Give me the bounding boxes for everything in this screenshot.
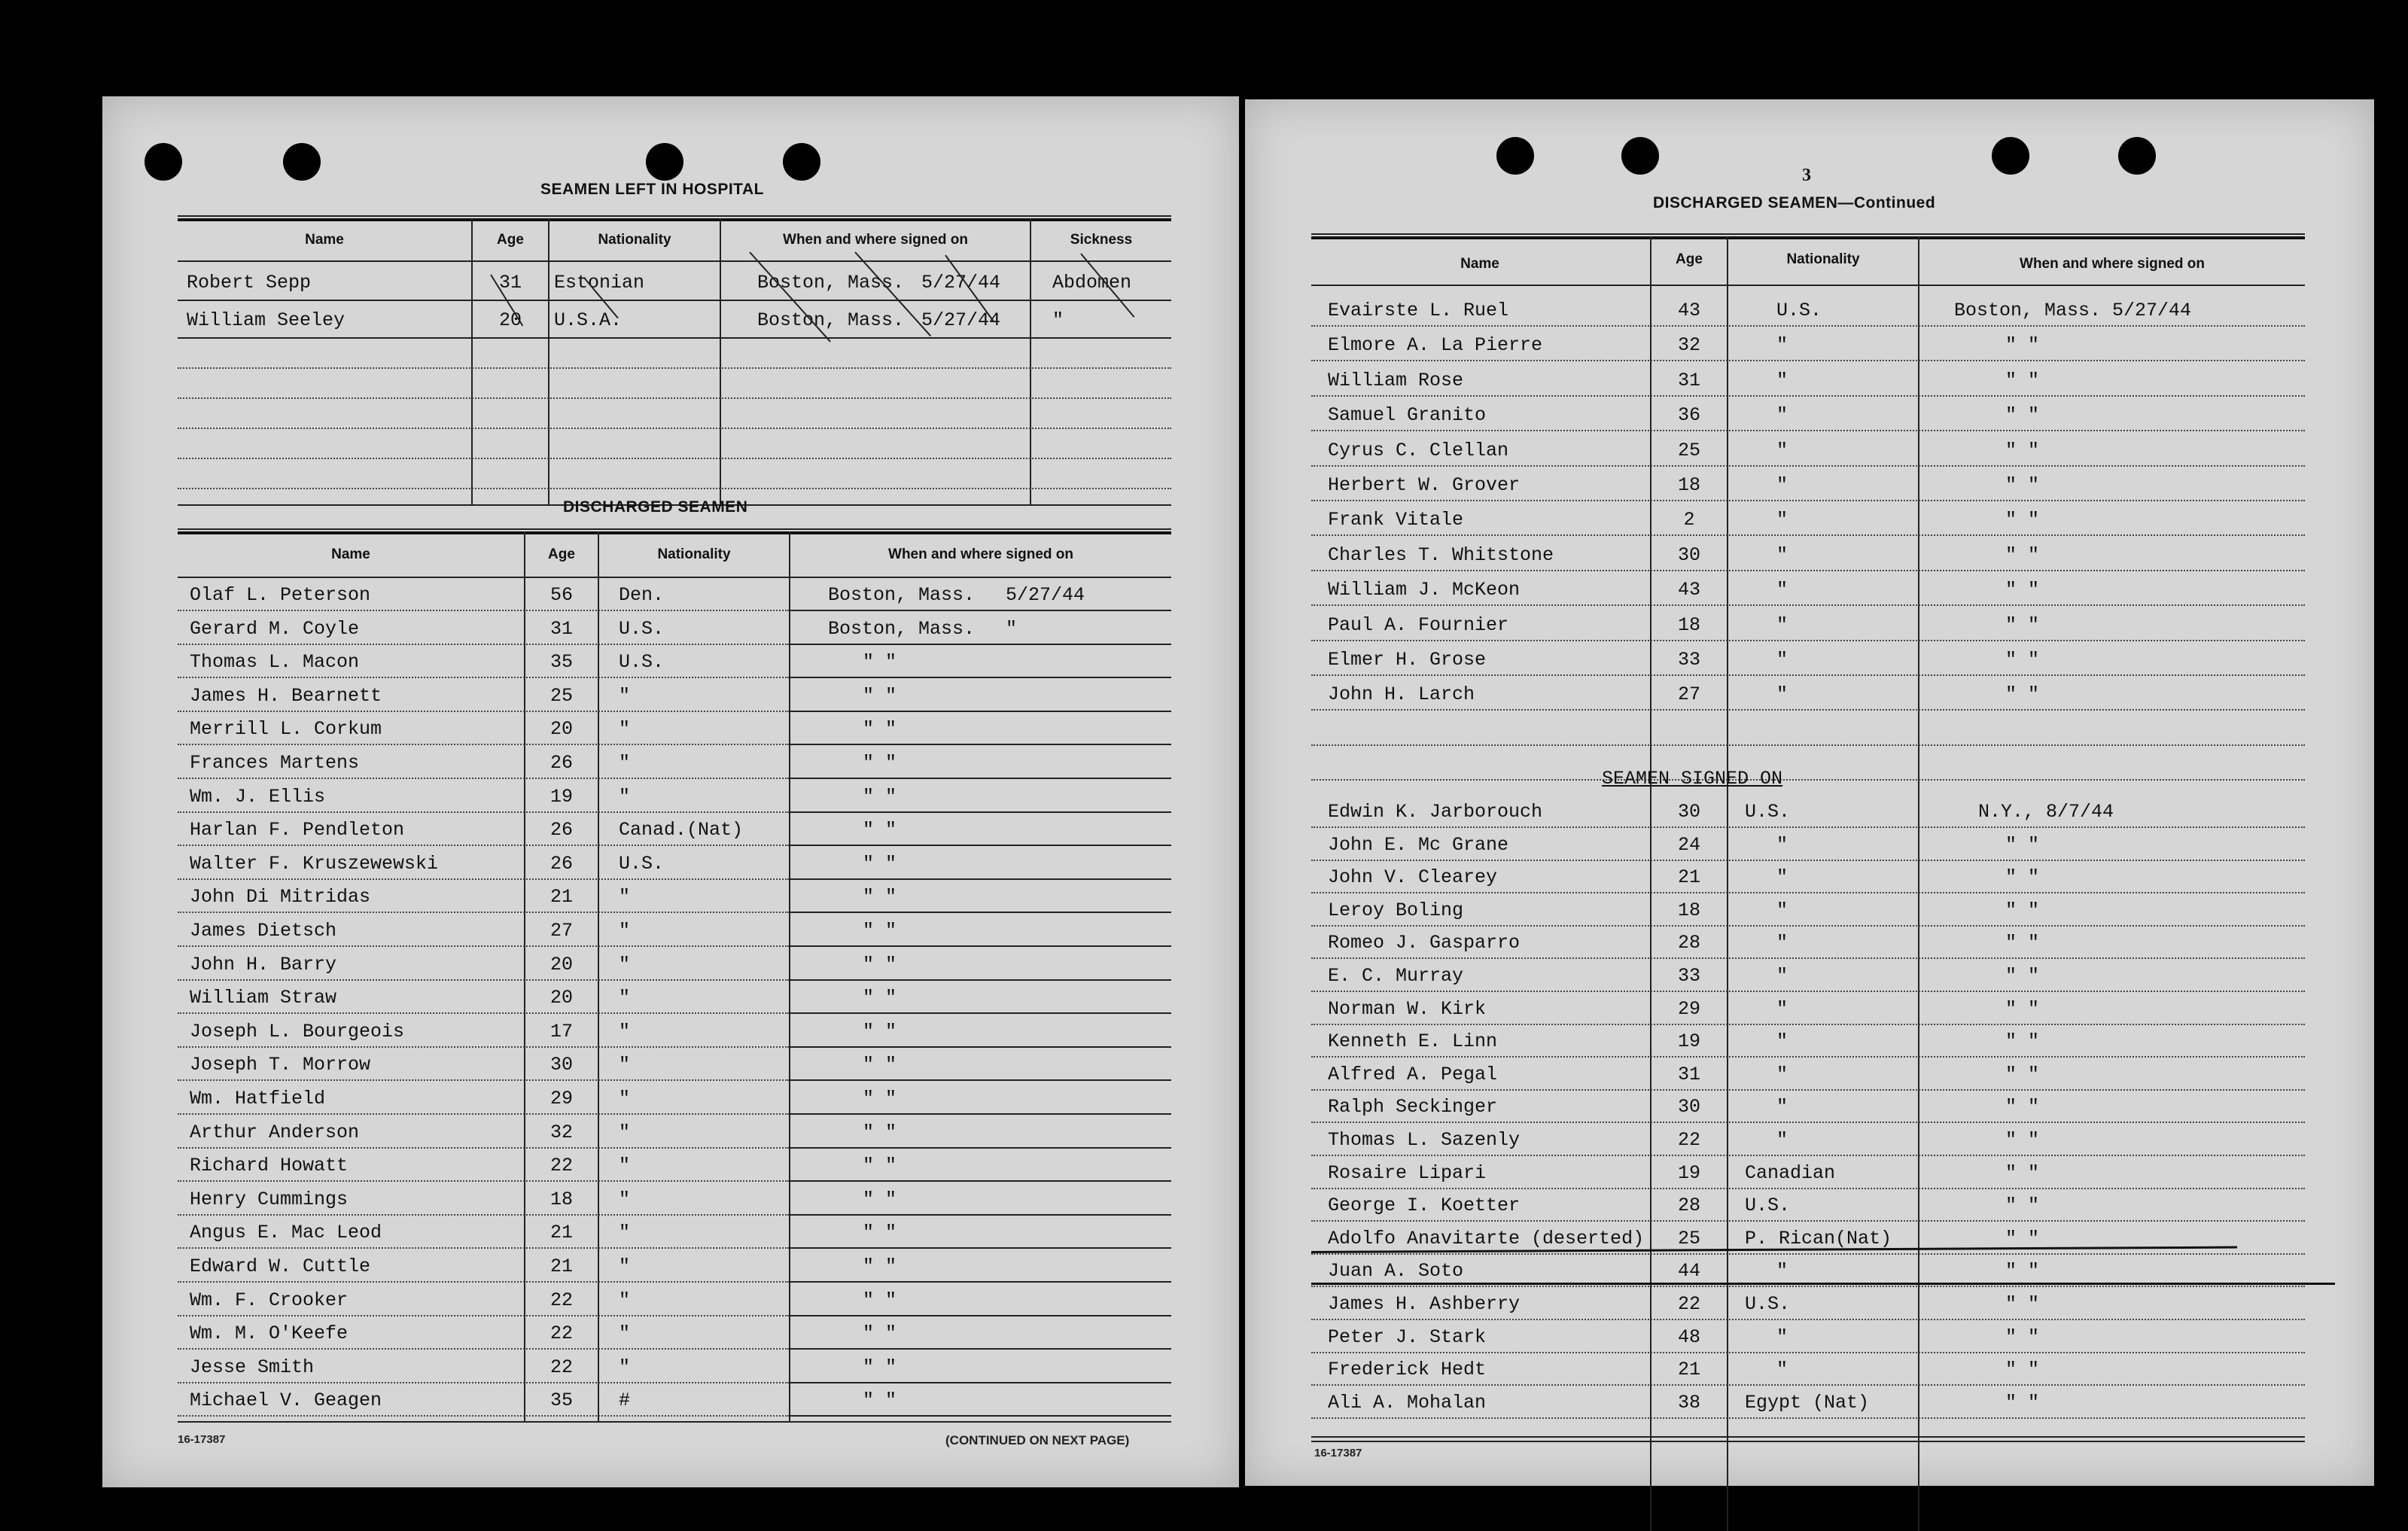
right-page bbox=[1245, 99, 2374, 1486]
punch-hole bbox=[1496, 137, 1534, 175]
discharged-name: James H. Bearnett bbox=[190, 685, 382, 707]
hospital-signed-place: Boston, Mass. bbox=[757, 272, 905, 294]
continued-signed: " " bbox=[2005, 579, 2040, 601]
signed-on-age: 28 bbox=[1677, 1195, 1700, 1216]
right-title: DISCHARGED SEAMEN—Continued bbox=[1653, 194, 1936, 212]
discharged-nationality: " bbox=[619, 752, 631, 774]
continued-age: 31 bbox=[1677, 370, 1700, 391]
continued-nationality: " bbox=[1776, 370, 1788, 391]
discharged-signed-ditto: " " bbox=[863, 1389, 897, 1411]
discharged-name: William Straw bbox=[190, 987, 337, 1009]
signed-on-name: Juan A. Soto bbox=[1328, 1260, 1464, 1282]
hospital-age: 20 bbox=[498, 309, 522, 331]
discharged-signed-ditto: " " bbox=[863, 1088, 897, 1109]
discharged-nationality: " bbox=[619, 1222, 631, 1243]
discharged-name: Gerard M. Coyle bbox=[190, 618, 360, 640]
signed-on-age: 18 bbox=[1677, 899, 1700, 921]
punch-hole bbox=[145, 143, 182, 181]
signed-on-signed: " " bbox=[2005, 1162, 2040, 1184]
discharged-name: Henry Cummings bbox=[190, 1189, 349, 1210]
discharged-name: James Dietsch bbox=[190, 920, 337, 942]
discharged-signed-ditto: " " bbox=[863, 1222, 897, 1243]
continued-signed: " " bbox=[2005, 404, 2040, 426]
signed-on-age: 31 bbox=[1677, 1064, 1700, 1085]
signed-on-nationality: U.S. bbox=[1745, 801, 1791, 823]
discharged-name: John Di Mitridas bbox=[190, 886, 371, 908]
discharged-nationality: " bbox=[619, 786, 631, 808]
punch-hole bbox=[1992, 137, 2029, 175]
signed-on-signed: N.Y., 8/7/44 bbox=[1978, 801, 2114, 823]
continued-nationality: " bbox=[1776, 509, 1788, 531]
hospital-sickness: Abdomen bbox=[1052, 272, 1132, 294]
signed-on-age: 25 bbox=[1677, 1228, 1700, 1249]
discharged-nationality: U.S. bbox=[619, 853, 665, 875]
hospital-name: William Seeley bbox=[187, 309, 346, 331]
hospital-signed-date: 5/27/44 bbox=[921, 309, 1001, 331]
signed-on-nationality: " bbox=[1776, 998, 1788, 1020]
continued-age: 30 bbox=[1677, 544, 1700, 566]
continued-name: Elmore A. La Pierre bbox=[1328, 334, 1543, 356]
discharged-signed-date: 5/27/44 bbox=[1006, 584, 1085, 606]
signed-on-signed: " " bbox=[2005, 899, 2040, 921]
discharged-name: Joseph L. Bourgeois bbox=[190, 1021, 405, 1042]
continued-signed: " " bbox=[2005, 370, 2040, 391]
continued-name: Paul A. Fournier bbox=[1328, 614, 1509, 636]
discharged-name: Wm. F. Crooker bbox=[190, 1289, 349, 1311]
discharged-age: 22 bbox=[549, 1289, 573, 1311]
signed-on-age: 48 bbox=[1677, 1326, 1700, 1348]
continued-name: Charles T. Whitstone bbox=[1328, 544, 1554, 566]
discharged-nationality: " bbox=[619, 1289, 631, 1311]
signed-on-signed: " " bbox=[2005, 1293, 2040, 1315]
discharged-name: Michael V. Geagen bbox=[190, 1389, 382, 1411]
signed-on-name: Kenneth E. Linn bbox=[1328, 1030, 1498, 1052]
discharged-signed-ditto: " " bbox=[863, 1323, 897, 1344]
signed-on-age: 22 bbox=[1677, 1293, 1700, 1315]
hospital-nationality: Estonian bbox=[554, 272, 645, 294]
signed-on-name: James H. Ashberry bbox=[1328, 1293, 1521, 1315]
discharged-header-age: Age bbox=[548, 546, 575, 562]
hospital-signed-place: Boston, Mass. bbox=[757, 309, 905, 331]
hospital-nationality: U.S.A. bbox=[554, 309, 623, 331]
continued-signed: " " bbox=[2005, 614, 2040, 636]
discharged-signed-place: Boston, Mass. bbox=[828, 618, 976, 640]
discharged-age: 20 bbox=[549, 987, 573, 1009]
continued-name: John H. Larch bbox=[1328, 683, 1475, 705]
discharged-header-signed: When and where signed on bbox=[888, 546, 1073, 562]
discharged-header-nationality: Nationality bbox=[657, 546, 731, 562]
continued-age: 33 bbox=[1677, 649, 1700, 671]
discharged-name: Joseph T. Morrow bbox=[190, 1054, 371, 1076]
continued-nationality: " bbox=[1776, 649, 1788, 671]
discharged-nationality: " bbox=[619, 920, 631, 942]
discharged-nationality: " bbox=[619, 1256, 631, 1277]
signed-on-signed: " " bbox=[2005, 1129, 2040, 1151]
continued-age: 32 bbox=[1677, 334, 1700, 356]
signed-on-name: John V. Clearey bbox=[1328, 866, 1498, 888]
continued-nationality: U.S. bbox=[1776, 300, 1822, 321]
signed-on-age: 21 bbox=[1677, 1359, 1700, 1380]
signed-on-name: Frederick Hedt bbox=[1328, 1359, 1487, 1380]
discharged-signed-ditto: " " bbox=[863, 954, 897, 976]
discharged-name: Arthur Anderson bbox=[190, 1122, 360, 1143]
signed-on-signed: " " bbox=[2005, 834, 2040, 856]
signed-on-signed: " " bbox=[2005, 1030, 2040, 1052]
discharged-signed-ditto: " " bbox=[863, 1256, 897, 1277]
continued-name: Evairste L. Ruel bbox=[1328, 300, 1509, 321]
signed-on-name: Ralph Seckinger bbox=[1328, 1096, 1498, 1118]
punch-hole bbox=[783, 143, 820, 181]
continued-nationality: " bbox=[1776, 474, 1788, 496]
continued-name: Frank Vitale bbox=[1328, 509, 1464, 531]
punch-hole bbox=[646, 143, 683, 181]
right-header-name: Name bbox=[1460, 256, 1499, 272]
discharged-age: 31 bbox=[549, 618, 573, 640]
signed-on-name: Rosaire Lipari bbox=[1328, 1162, 1487, 1184]
signed-on-age: 30 bbox=[1677, 801, 1700, 823]
discharged-nationality: " bbox=[619, 886, 631, 908]
discharged-age: 26 bbox=[549, 853, 573, 875]
continued-age: 43 bbox=[1677, 300, 1700, 321]
discharged-signed-ditto: " " bbox=[863, 786, 897, 808]
signed-on-age: 24 bbox=[1677, 834, 1700, 856]
hospital-name: Robert Sepp bbox=[187, 272, 312, 294]
continued-name: William Rose bbox=[1328, 370, 1464, 391]
form-number: 16-17387 bbox=[178, 1433, 226, 1446]
page-number: 3 bbox=[1802, 166, 1811, 185]
continued-nationality: " bbox=[1776, 334, 1788, 356]
signed-on-signed: " " bbox=[2005, 1195, 2040, 1216]
signed-on-signed: " " bbox=[2005, 998, 2040, 1020]
discharged-signed-ditto: " " bbox=[863, 987, 897, 1009]
signed-on-signed: " " bbox=[2005, 1228, 2040, 1249]
signed-on-nationality: U.S. bbox=[1745, 1293, 1791, 1315]
continued-signed: " " bbox=[2005, 649, 2040, 671]
hospital-header-name: Name bbox=[305, 232, 344, 248]
discharged-name: John H. Barry bbox=[190, 954, 337, 976]
discharged-age: 20 bbox=[549, 954, 573, 976]
signed-on-age: 38 bbox=[1677, 1392, 1700, 1414]
discharged-age: 22 bbox=[549, 1323, 573, 1344]
signed-on-nationality: " bbox=[1776, 1064, 1788, 1085]
discharged-age: 26 bbox=[549, 752, 573, 774]
signed-on-nationality: " bbox=[1776, 1030, 1788, 1052]
signed-on-name: George I. Koetter bbox=[1328, 1195, 1521, 1216]
discharged-nationality: Den. bbox=[619, 584, 665, 606]
discharged-signed-ditto: " " bbox=[863, 752, 897, 774]
continued-age: 25 bbox=[1677, 440, 1700, 461]
discharged-nationality: " bbox=[619, 718, 631, 740]
continued-nationality: " bbox=[1776, 614, 1788, 636]
continued-nationality: " bbox=[1776, 544, 1788, 566]
hospital-sickness: " bbox=[1052, 309, 1064, 331]
signed-on-nationality: P. Rican(Nat) bbox=[1745, 1228, 1892, 1249]
discharged-age: 35 bbox=[549, 1389, 573, 1411]
signed-on-nationality: " bbox=[1776, 866, 1788, 888]
signed-on-title: SEAMEN SIGNED ON bbox=[1602, 768, 1783, 790]
discharged-age: 22 bbox=[549, 1155, 573, 1176]
discharged-name: Olaf L. Peterson bbox=[190, 584, 371, 606]
discharged-age: 21 bbox=[549, 1222, 573, 1243]
signed-on-name: Peter J. Stark bbox=[1328, 1326, 1487, 1348]
discharged-age: 25 bbox=[549, 685, 573, 707]
discharged-nationality: " bbox=[619, 1189, 631, 1210]
signed-on-nationality: " bbox=[1776, 1129, 1788, 1151]
discharged-nationality: " bbox=[619, 1356, 631, 1378]
signed-on-signed: " " bbox=[2005, 1260, 2040, 1282]
signed-on-name: E. C. Murray bbox=[1328, 965, 1464, 987]
discharged-age: 27 bbox=[549, 920, 573, 942]
left-page bbox=[102, 96, 1239, 1487]
signed-on-nationality: " bbox=[1776, 1096, 1788, 1118]
discharged-nationality: " bbox=[619, 987, 631, 1009]
discharged-age: 19 bbox=[549, 786, 573, 808]
discharged-name: Edward W. Cuttle bbox=[190, 1256, 371, 1277]
continued-nationality: " bbox=[1776, 579, 1788, 601]
continued-nationality: " bbox=[1776, 404, 1788, 426]
discharged-name: Wm. M. O'Keefe bbox=[190, 1323, 349, 1344]
discharged-name: Angus E. Mac Leod bbox=[190, 1222, 382, 1243]
discharged-age: 26 bbox=[549, 819, 573, 841]
discharged-nationality: Canad.(Nat) bbox=[619, 819, 744, 841]
discharged-nationality: # bbox=[619, 1389, 631, 1411]
signed-on-signed: " " bbox=[2005, 1359, 2040, 1380]
discharged-signed-ditto: " " bbox=[863, 1155, 897, 1176]
signed-on-age: 33 bbox=[1677, 965, 1700, 987]
continued-age: 27 bbox=[1677, 683, 1700, 705]
discharged-age: 29 bbox=[549, 1088, 573, 1109]
right-form-number: 16-17387 bbox=[1314, 1447, 1362, 1459]
discharged-nationality: " bbox=[619, 1088, 631, 1109]
discharged-signed-ditto: " " bbox=[863, 1189, 897, 1210]
signed-on-name: Leroy Boling bbox=[1328, 899, 1464, 921]
hospital-header-nationality: Nationality bbox=[598, 232, 671, 248]
discharged-header-name: Name bbox=[331, 546, 370, 562]
signed-on-signed: " " bbox=[2005, 1064, 2040, 1085]
punch-hole bbox=[1621, 137, 1659, 175]
discharged-nationality: " bbox=[619, 1054, 631, 1076]
hospital-header-sickness: Sickness bbox=[1070, 232, 1133, 248]
discharged-signed-ditto: " " bbox=[863, 1021, 897, 1042]
right-header-nationality: Nationality bbox=[1786, 251, 1860, 267]
signed-on-name: Edwin K. Jarborouch bbox=[1328, 801, 1543, 823]
continued-nationality: " bbox=[1776, 440, 1788, 461]
discharged-nationality: " bbox=[619, 1021, 631, 1042]
discharged-name: Richard Howatt bbox=[190, 1155, 349, 1176]
discharged-nationality: " bbox=[619, 1122, 631, 1143]
continued-signed: " " bbox=[2005, 544, 2040, 566]
signed-on-nationality: " bbox=[1776, 965, 1788, 987]
continued-signed: " " bbox=[2005, 474, 2040, 496]
continued-note: (CONTINUED ON NEXT PAGE) bbox=[945, 1433, 1130, 1447]
signed-on-age: 28 bbox=[1677, 932, 1700, 954]
discharged-age: 35 bbox=[549, 651, 573, 673]
discharged-name: Wm. J. Ellis bbox=[190, 786, 326, 808]
discharged-nationality: U.S. bbox=[619, 618, 665, 640]
discharged-name: Thomas L. Macon bbox=[190, 651, 360, 673]
discharged-name: Jesse Smith bbox=[190, 1356, 315, 1378]
continued-age: 2 bbox=[1683, 509, 1695, 531]
signed-on-nationality: Egypt (Nat) bbox=[1745, 1392, 1870, 1414]
discharged-signed-ditto: " " bbox=[863, 1054, 897, 1076]
signed-on-age: 44 bbox=[1677, 1260, 1700, 1282]
signed-on-age: 29 bbox=[1677, 998, 1700, 1020]
signed-on-nationality: U.S. bbox=[1745, 1195, 1791, 1216]
signed-on-age: 19 bbox=[1677, 1030, 1700, 1052]
discharged-nationality: " bbox=[619, 1155, 631, 1176]
punch-hole bbox=[2118, 137, 2156, 175]
hospital-title: SEAMEN LEFT IN HOSPITAL bbox=[540, 181, 764, 198]
discharged-title: DISCHARGED SEAMEN bbox=[563, 498, 748, 516]
discharged-age: 21 bbox=[549, 886, 573, 908]
signed-on-name: Adolfo Anavitarte (deserted) bbox=[1328, 1228, 1645, 1249]
continued-age: 36 bbox=[1677, 404, 1700, 426]
signed-on-age: 19 bbox=[1677, 1162, 1700, 1184]
discharged-signed-ditto: " " bbox=[863, 1356, 897, 1378]
continued-signed: " " bbox=[2005, 334, 2040, 356]
hospital-signed-date: 5/27/44 bbox=[921, 272, 1001, 294]
continued-signed: " " bbox=[2005, 440, 2040, 461]
discharged-nationality: " bbox=[619, 1323, 631, 1344]
discharged-name: Wm. Hatfield bbox=[190, 1088, 326, 1109]
signed-on-name: Ali A. Mohalan bbox=[1328, 1392, 1487, 1414]
continued-age: 18 bbox=[1677, 614, 1700, 636]
continued-name: Samuel Granito bbox=[1328, 404, 1487, 426]
signed-on-signed: " " bbox=[2005, 932, 2040, 954]
continued-signed: " " bbox=[2005, 683, 2040, 705]
discharged-signed-place: Boston, Mass. bbox=[828, 584, 976, 606]
signed-on-nationality: " bbox=[1776, 899, 1788, 921]
right-header-signed: When and where signed on bbox=[2020, 256, 2205, 272]
discharged-signed-ditto: " " bbox=[863, 853, 897, 875]
signed-on-signed: " " bbox=[2005, 965, 2040, 987]
signed-on-nationality: " bbox=[1776, 1359, 1788, 1380]
discharged-signed-date: " bbox=[1006, 618, 1018, 640]
discharged-age: 20 bbox=[549, 718, 573, 740]
signed-on-age: 21 bbox=[1677, 866, 1700, 888]
discharged-age: 17 bbox=[549, 1021, 573, 1042]
discharged-age: 22 bbox=[549, 1356, 573, 1378]
discharged-signed-ditto: " " bbox=[863, 685, 897, 707]
continued-signed: Boston, Mass. 5/27/44 bbox=[1954, 300, 2192, 321]
hospital-header-age: Age bbox=[497, 232, 524, 248]
discharged-name: Harlan F. Pendleton bbox=[190, 819, 405, 841]
signed-on-nationality: Canadian bbox=[1745, 1162, 1836, 1184]
signed-on-nationality: " bbox=[1776, 834, 1788, 856]
hospital-header-signed: When and where signed on bbox=[783, 232, 968, 248]
discharged-signed-ditto: " " bbox=[863, 1289, 897, 1311]
discharged-signed-ditto: " " bbox=[863, 718, 897, 740]
signed-on-signed: " " bbox=[2005, 866, 2040, 888]
signed-on-signed: " " bbox=[2005, 1096, 2040, 1118]
continued-name: Herbert W. Grover bbox=[1328, 474, 1521, 496]
signed-on-nationality: " bbox=[1776, 932, 1788, 954]
signed-on-name: Thomas L. Sazenly bbox=[1328, 1129, 1521, 1151]
continued-age: 43 bbox=[1677, 579, 1700, 601]
signed-on-name: Norman W. Kirk bbox=[1328, 998, 1487, 1020]
signed-on-signed: " " bbox=[2005, 1326, 2040, 1348]
discharged-age: 32 bbox=[549, 1122, 573, 1143]
signed-on-name: Alfred A. Pegal bbox=[1328, 1064, 1498, 1085]
discharged-age: 30 bbox=[549, 1054, 573, 1076]
discharged-nationality: " bbox=[619, 954, 631, 976]
continued-nationality: " bbox=[1776, 683, 1788, 705]
continued-name: Elmer H. Grose bbox=[1328, 649, 1487, 671]
discharged-age: 18 bbox=[549, 1189, 573, 1210]
discharged-signed-ditto: " " bbox=[863, 819, 897, 841]
signed-on-name: John E. Mc Grane bbox=[1328, 834, 1509, 856]
signed-on-age: 30 bbox=[1677, 1096, 1700, 1118]
discharged-signed-ditto: " " bbox=[863, 651, 897, 673]
punch-hole bbox=[283, 143, 321, 181]
right-header-age: Age bbox=[1676, 251, 1703, 267]
hospital-age: 31 bbox=[498, 272, 522, 294]
discharged-signed-ditto: " " bbox=[863, 920, 897, 942]
continued-age: 18 bbox=[1677, 474, 1700, 496]
continued-signed: " " bbox=[2005, 509, 2040, 531]
discharged-signed-ditto: " " bbox=[863, 886, 897, 908]
signed-on-name: Romeo J. Gasparro bbox=[1328, 932, 1521, 954]
discharged-signed-ditto: " " bbox=[863, 1122, 897, 1143]
discharged-name: Walter F. Kruszewewski bbox=[190, 853, 439, 875]
discharged-age: 56 bbox=[549, 584, 573, 606]
signed-on-nationality: " bbox=[1776, 1260, 1788, 1282]
signed-on-age: 22 bbox=[1677, 1129, 1700, 1151]
discharged-nationality: U.S. bbox=[619, 651, 665, 673]
signed-on-signed: " " bbox=[2005, 1392, 2040, 1414]
discharged-name: Merrill L. Corkum bbox=[190, 718, 382, 740]
discharged-age: 21 bbox=[549, 1256, 573, 1277]
discharged-nationality: " bbox=[619, 685, 631, 707]
discharged-name: Frances Martens bbox=[190, 752, 360, 774]
continued-name: Cyrus C. Clellan bbox=[1328, 440, 1509, 461]
signed-on-nationality: " bbox=[1776, 1326, 1788, 1348]
continued-name: William J. McKeon bbox=[1328, 579, 1521, 601]
